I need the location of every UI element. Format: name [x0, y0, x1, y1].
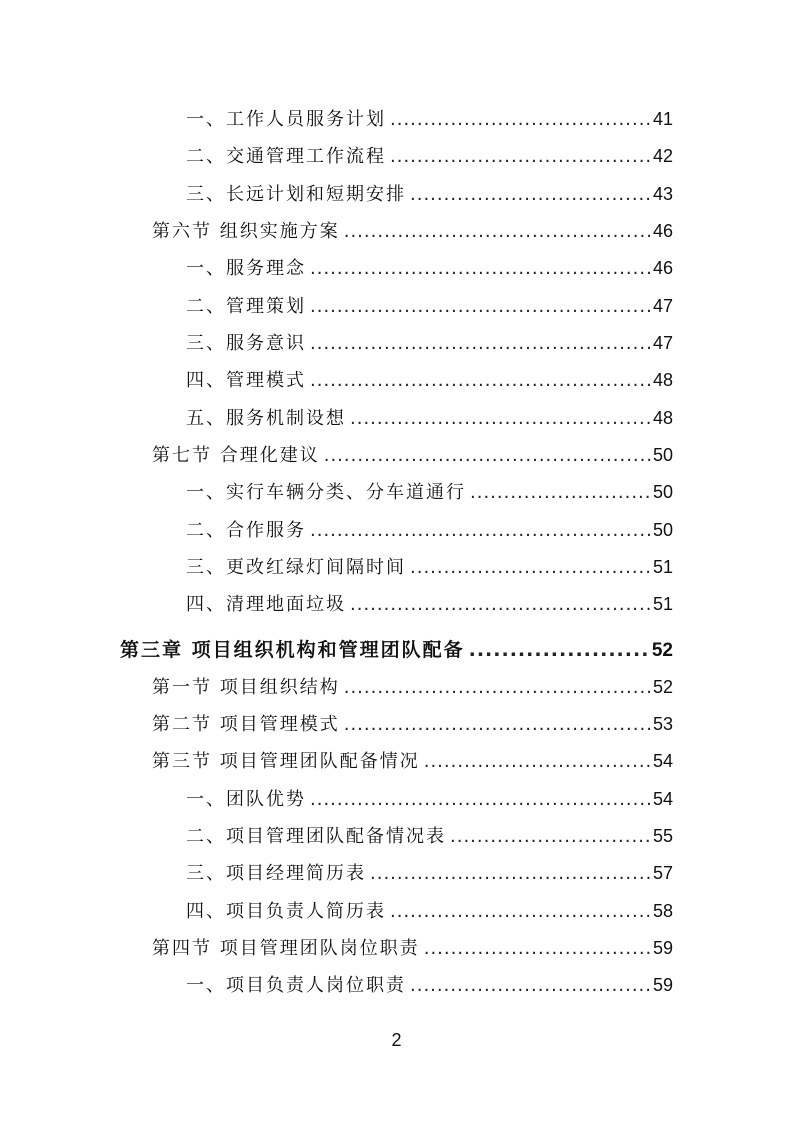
toc-leader-dots — [324, 441, 651, 471]
toc-entry-section[interactable] — [152, 709, 673, 739]
toc-entry-page: 46 — [652, 258, 673, 278]
toc-leader-dots — [344, 710, 651, 740]
toc-entry[interactable] — [186, 970, 673, 1000]
toc-leader-dots — [310, 329, 651, 359]
toc-entry-title: 四、项目负责人简历表 — [186, 901, 386, 922]
toc-leader-dots — [344, 673, 651, 703]
toc-entry-page: 51 — [652, 594, 673, 614]
toc-entry-title: 三、服务意识 — [186, 333, 306, 354]
toc-leader-dots — [424, 934, 651, 964]
toc-entry[interactable] — [186, 589, 673, 619]
toc-entry[interactable] — [186, 858, 673, 888]
toc-entry-title: 四、清理地面垃圾 — [186, 594, 346, 615]
toc-leader-dots — [350, 404, 651, 434]
toc-entry[interactable] — [186, 328, 673, 358]
toc-leader-dots — [410, 180, 651, 210]
toc-entry-page: 48 — [652, 408, 673, 428]
toc-entry-title: 一、服务理念 — [186, 258, 306, 279]
toc-entry-title: 一、实行车辆分类、分车道通行 — [186, 482, 466, 503]
toc-entry-title: 三、更改红绿灯间隔时间 — [186, 557, 406, 578]
toc-entry[interactable] — [186, 403, 673, 433]
toc-entry-title: 二、管理策划 — [186, 296, 306, 317]
toc-entry-section[interactable] — [152, 672, 673, 702]
toc-entry-title: 二、合作服务 — [186, 520, 306, 541]
toc-entry[interactable] — [186, 104, 673, 134]
toc-entry-page: 47 — [652, 296, 673, 316]
toc-entry[interactable] — [186, 365, 673, 395]
toc-entry-title: 第三章 项目组织机构和管理团队配备 — [120, 639, 465, 661]
toc-leader-dots — [310, 254, 651, 284]
toc-leader-dots — [310, 785, 651, 815]
toc-entry-section[interactable] — [152, 216, 673, 246]
toc-entry[interactable] — [186, 291, 673, 321]
toc-entry-page: 48 — [652, 370, 673, 390]
toc-leader-dots — [424, 747, 651, 777]
toc-leader-dots — [390, 142, 651, 172]
toc-leader-dots — [469, 635, 650, 665]
toc-entry-title: 第三节 项目管理团队配备情况 — [152, 751, 420, 772]
toc-entry-title: 二、交通管理工作流程 — [186, 146, 386, 167]
toc-entry-title: 第四节 项目管理团队岗位职责 — [152, 938, 420, 959]
toc-leader-dots — [450, 822, 651, 852]
toc-entry[interactable] — [186, 141, 673, 171]
toc-entry-page: 53 — [652, 714, 673, 734]
toc-entry-title: 三、长远计划和短期安排 — [186, 184, 406, 205]
toc-entry-section[interactable] — [152, 746, 673, 776]
toc-entry-page: 47 — [652, 333, 673, 353]
toc-entry-title: 四、管理模式 — [186, 370, 306, 391]
toc-entry-page: 57 — [652, 863, 673, 883]
toc-entry[interactable] — [186, 477, 673, 507]
toc-entry[interactable] — [186, 552, 673, 582]
toc-entry-title: 三、项目经理简历表 — [186, 863, 366, 884]
page-number: 2 — [391, 1030, 402, 1050]
toc-entry-title: 五、服务机制设想 — [186, 408, 346, 429]
toc-entry-title: 一、工作人员服务计划 — [186, 109, 386, 130]
toc-entry-title: 第一节 项目组织结构 — [152, 677, 340, 698]
toc-entry-title: 一、项目负责人岗位职责 — [186, 975, 406, 996]
toc-entry-page: 50 — [652, 445, 673, 465]
toc-entry[interactable] — [186, 821, 673, 851]
toc-leader-dots — [390, 897, 651, 927]
toc-entry-title: 二、项目管理团队配备情况表 — [186, 826, 446, 847]
toc-entry-page: 54 — [652, 751, 673, 771]
toc-entry-page: 46 — [652, 221, 673, 241]
toc-leader-dots — [410, 971, 651, 1001]
toc-entry-page: 41 — [652, 109, 673, 129]
toc-entry[interactable] — [186, 515, 673, 545]
toc-entry-title: 第二节 项目管理模式 — [152, 714, 340, 735]
toc-entry-chapter[interactable] — [120, 635, 673, 665]
toc-entry-title: 第七节 合理化建议 — [152, 445, 320, 466]
toc-entry-page: 42 — [652, 146, 673, 166]
toc-entry-page: 52 — [651, 640, 673, 661]
toc-leader-dots — [310, 516, 651, 546]
toc-entry-page: 55 — [652, 826, 673, 846]
toc-entry[interactable] — [186, 253, 673, 283]
toc-leader-dots — [390, 105, 651, 135]
toc-leader-dots — [344, 217, 651, 247]
toc-leader-dots — [310, 292, 651, 322]
toc-leader-dots — [350, 590, 651, 620]
toc-leader-dots — [410, 553, 651, 583]
toc-entry[interactable] — [186, 179, 673, 209]
toc-entry-page: 50 — [652, 482, 673, 502]
toc-entry-section[interactable] — [152, 440, 673, 470]
toc-entry-title: 第六节 组织实施方案 — [152, 221, 340, 242]
toc-entry-page: 50 — [652, 520, 673, 540]
toc-entry-page: 54 — [652, 789, 673, 809]
toc-entry-title: 一、团队优势 — [186, 789, 306, 810]
toc-entry-page: 59 — [652, 975, 673, 995]
toc-leader-dots — [310, 366, 651, 396]
toc-entry-section[interactable] — [152, 933, 673, 963]
toc-entry[interactable] — [186, 896, 673, 926]
toc-entry-page: 43 — [652, 184, 673, 204]
toc-leader-dots — [370, 859, 651, 889]
toc-entry-page: 52 — [652, 677, 673, 697]
toc-entry-page: 51 — [652, 557, 673, 577]
toc-entry[interactable] — [186, 784, 673, 814]
toc-leader-dots — [470, 478, 651, 508]
toc-entry-page: 59 — [652, 938, 673, 958]
toc-entry-page: 58 — [652, 901, 673, 921]
